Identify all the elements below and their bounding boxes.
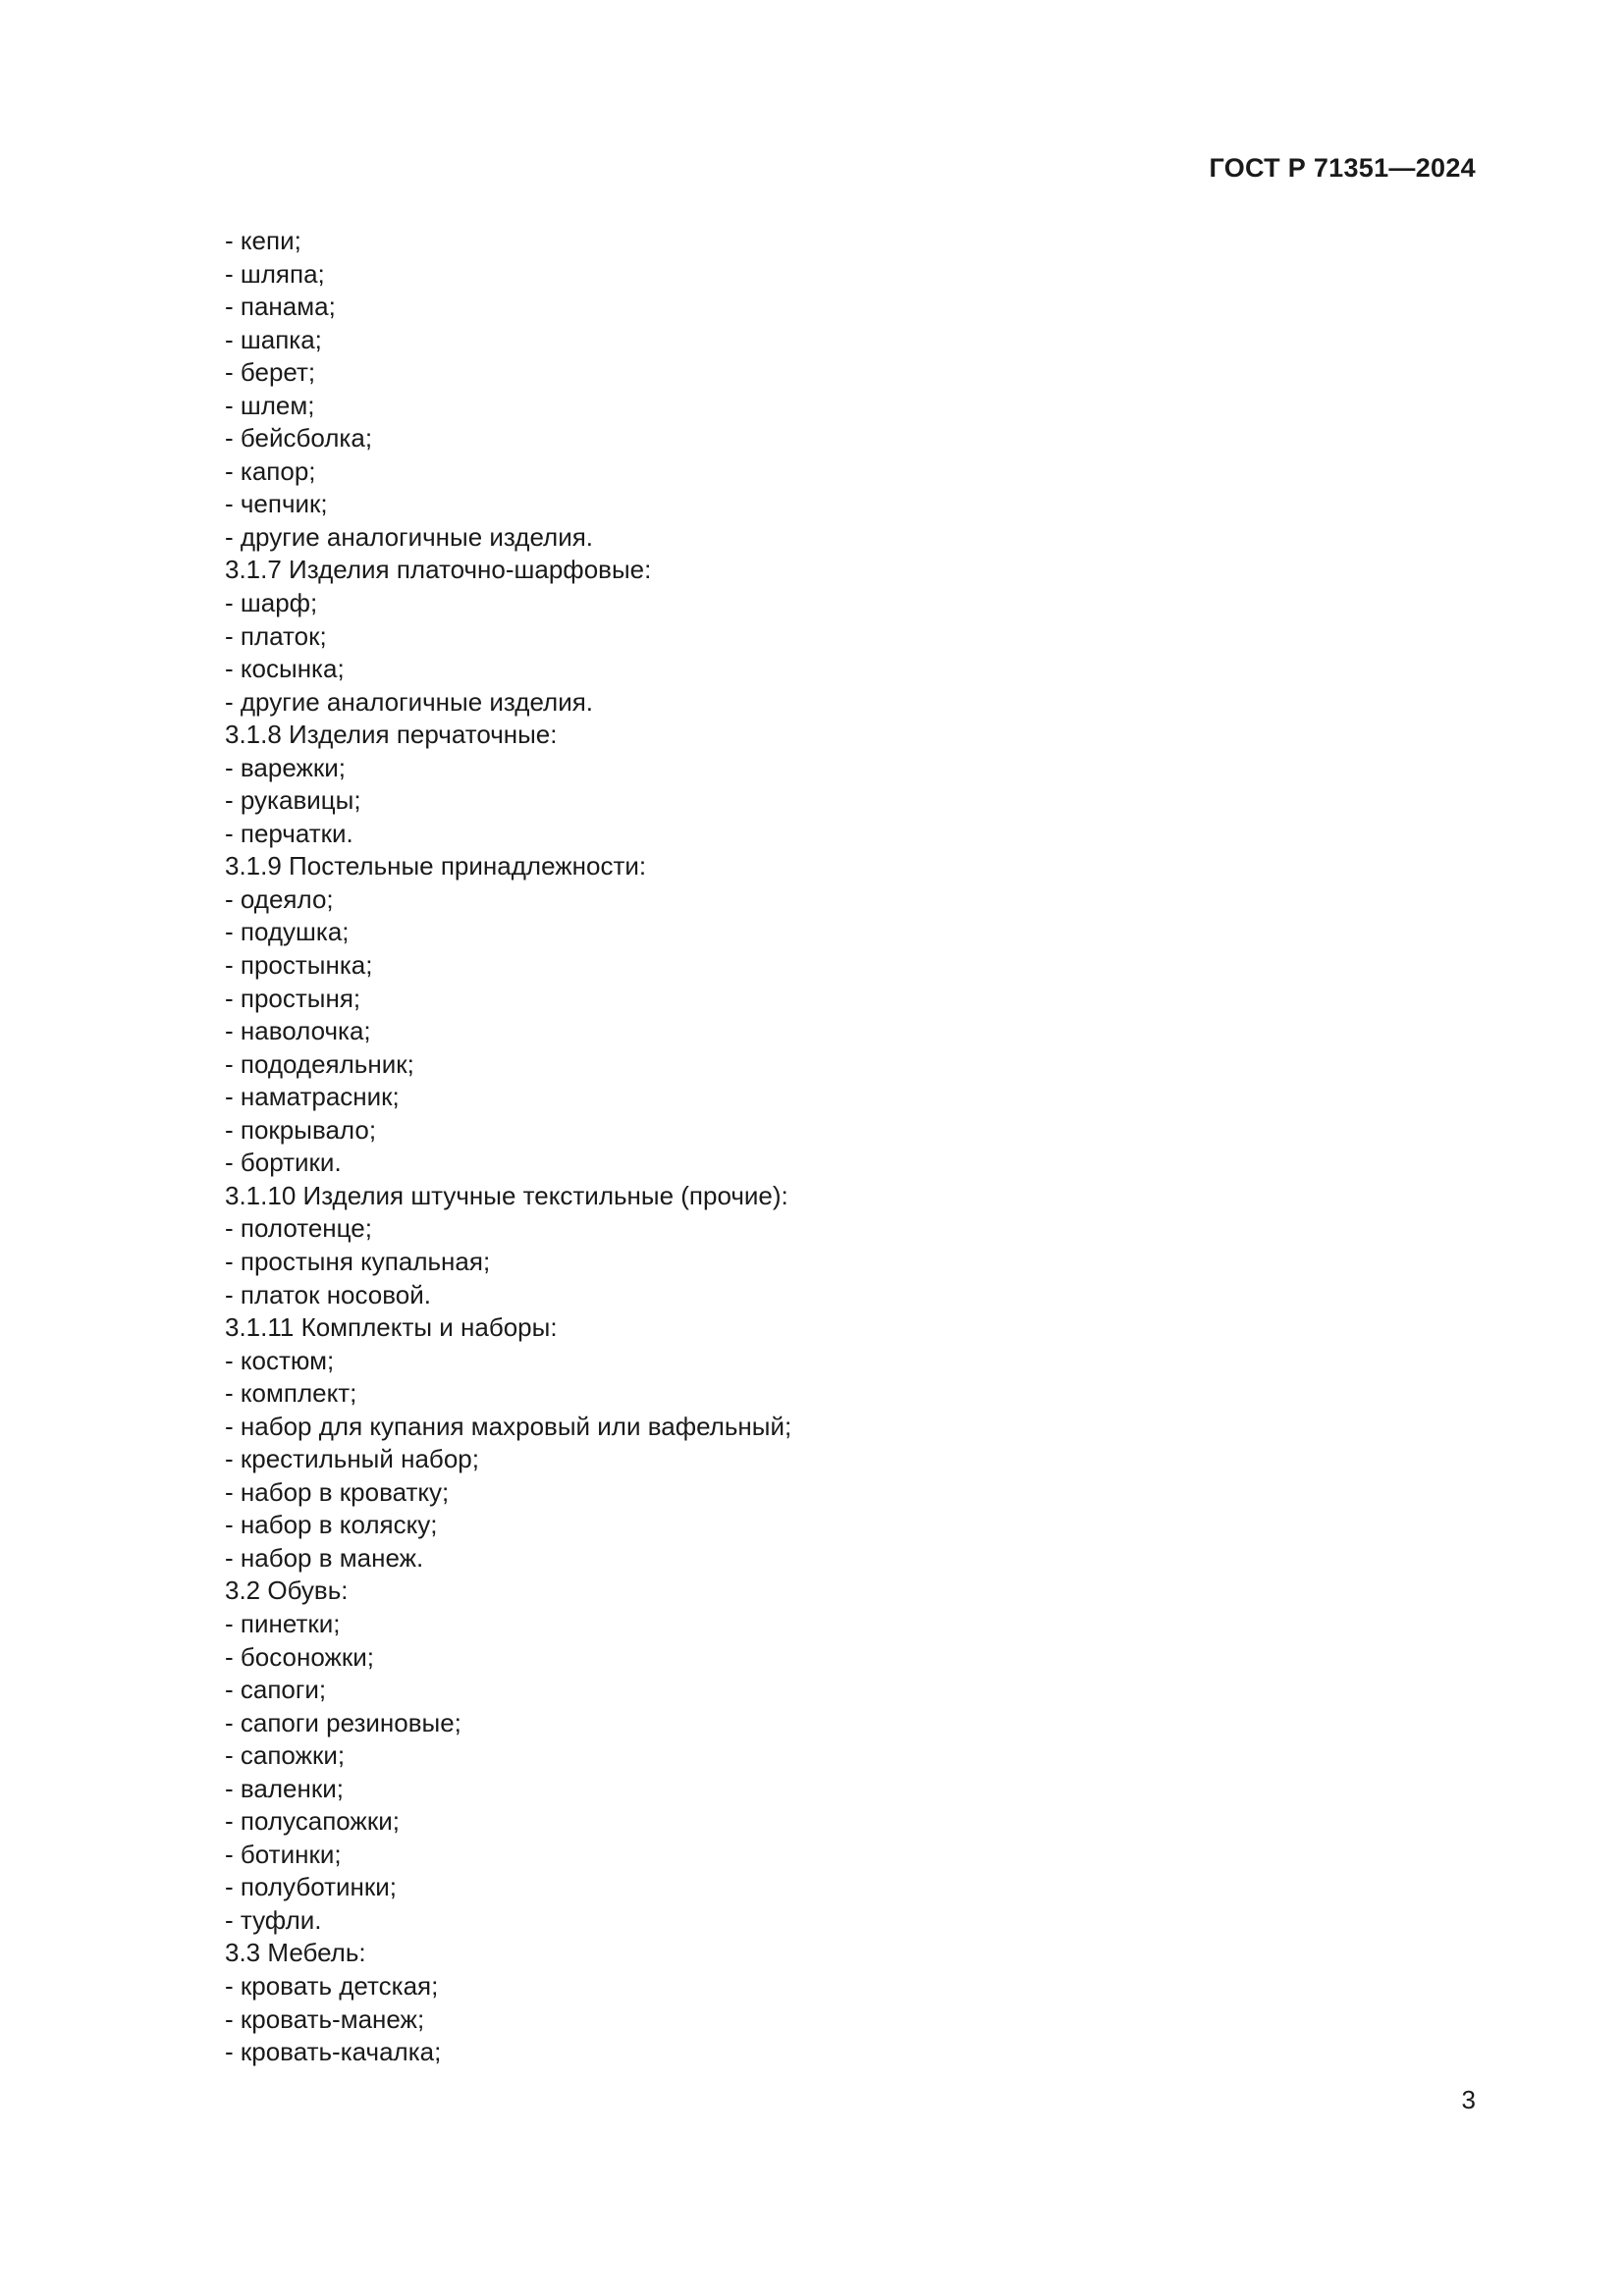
list-item: - набор в манеж. bbox=[225, 1542, 424, 1573]
section-heading: 3.3 Мебель: bbox=[225, 1938, 366, 1968]
list-item: - простыня; bbox=[225, 983, 361, 1013]
section-heading: 3.1.11 Комплекты и наборы: bbox=[225, 1312, 558, 1343]
list-item: - капор; bbox=[225, 455, 316, 486]
list-item: - бортики. bbox=[225, 1148, 342, 1178]
list-item: - одеяло; bbox=[225, 883, 334, 914]
list-item: - туфли. bbox=[225, 1904, 322, 1935]
list-item: - набор в кроватку; bbox=[225, 1476, 450, 1507]
list-item: - бейсболка; bbox=[225, 423, 373, 454]
list-item: - берет; bbox=[225, 357, 316, 388]
list-item: - панама; bbox=[225, 292, 336, 322]
list-item: - платок носовой. bbox=[225, 1279, 431, 1309]
list-item: - полуботинки; bbox=[225, 1872, 398, 1902]
list-item: - шляпа; bbox=[225, 258, 325, 289]
document-body bbox=[225, 225, 1403, 2069]
list-item: - валенки; bbox=[225, 1773, 344, 1803]
list-item: - набор для купания махровый или вафельный; bbox=[225, 1411, 792, 1441]
list-item: - комплект; bbox=[225, 1378, 357, 1409]
list-item: - шлем; bbox=[225, 390, 315, 420]
section-heading: 3.1.10 Изделия штучные текстильные (прочие): bbox=[225, 1180, 788, 1210]
list-item: - варежки; bbox=[225, 752, 347, 782]
list-item: - кепи; bbox=[225, 226, 301, 255]
list-item: - полотенце; bbox=[225, 1213, 372, 1244]
document-header-id: ГОСТ Р 71351—2024 bbox=[1209, 153, 1476, 183]
list-item: - наматрасник; bbox=[225, 1082, 400, 1112]
list-item: - рукавицы; bbox=[225, 785, 361, 816]
list-item: - шарф; bbox=[225, 588, 318, 618]
list-item: - сапожки; bbox=[225, 1740, 346, 1771]
list-item: - пододеяльник; bbox=[225, 1048, 414, 1079]
list-item: - простыня купальная; bbox=[225, 1246, 491, 1276]
list-item: - шапка; bbox=[225, 324, 322, 354]
list-item: - другие аналогичные изделия. bbox=[225, 686, 594, 717]
page-number: 3 bbox=[1461, 2085, 1476, 2114]
list-item: - кровать-манеж; bbox=[225, 2003, 425, 2034]
list-item: - подушка; bbox=[225, 917, 350, 947]
list-item: - простынка; bbox=[225, 950, 373, 981]
list-item: - сапоги; bbox=[225, 1675, 327, 1705]
section-heading: 3.1.9 Постельные принадлежности: bbox=[225, 851, 647, 881]
list-item: - наволочка; bbox=[225, 1016, 371, 1046]
list-item: - кровать детская; bbox=[225, 1970, 439, 2001]
section-heading: 3.2 Обувь: bbox=[225, 1575, 349, 1606]
list-item: - крестильный набор; bbox=[225, 1444, 479, 1474]
list-item: - другие аналогичные изделия. bbox=[225, 521, 594, 552]
list-item: - набор в коляску; bbox=[225, 1510, 438, 1540]
list-item: - платок; bbox=[225, 620, 327, 651]
list-item: - пинетки; bbox=[225, 1608, 341, 1638]
list-item: - сапоги резиновые; bbox=[225, 1707, 461, 1737]
list-item: - босоножки; bbox=[225, 1641, 375, 1672]
list-item: - ботинки; bbox=[225, 1839, 342, 1869]
list-item: - покрывало; bbox=[225, 1114, 377, 1145]
section-heading: 3.1.7 Изделия платочно-шарфовые: bbox=[225, 555, 652, 585]
section-heading: 3.1.8 Изделия перчаточные: bbox=[225, 720, 558, 750]
list-item: - костюм; bbox=[225, 1345, 335, 1375]
list-item: - косынка; bbox=[225, 654, 345, 684]
list-item: - чепчик; bbox=[225, 489, 328, 519]
list-item: - кровать-качалка; bbox=[225, 2037, 442, 2067]
list-item: - полусапожки; bbox=[225, 1806, 400, 1837]
list-item: - перчатки. bbox=[225, 818, 353, 848]
